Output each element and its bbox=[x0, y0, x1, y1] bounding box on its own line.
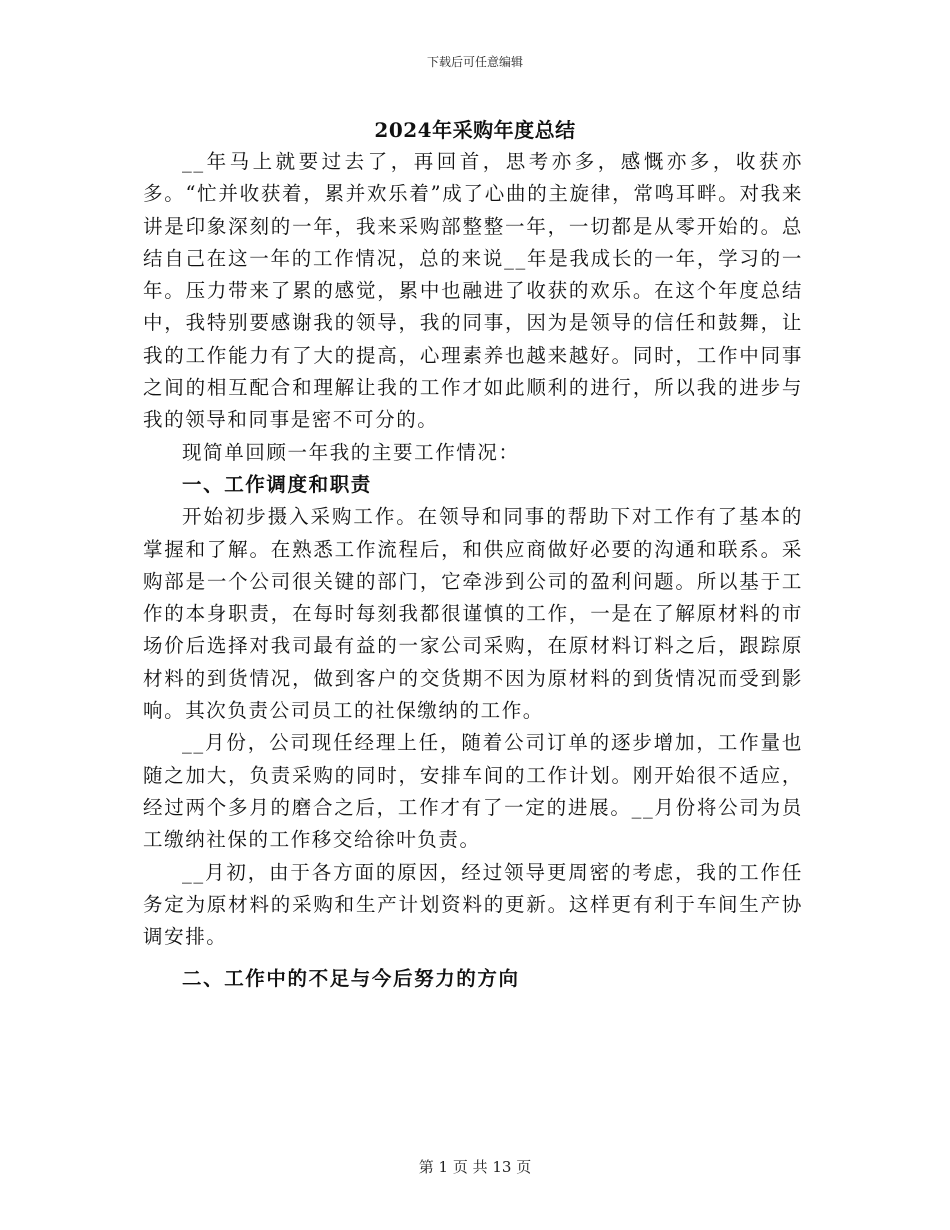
page-number-footer: 第 1 页 共 13 页 bbox=[418, 1158, 532, 1176]
paragraph-intro: __年马上就要过去了，再回首，思考亦多，感慨亦多，收获亦多。“忙并收获着，累并欢乐着”成了心曲的主旋律，常鸣耳畔。对我来讲是印象深刻的一年，我来采购部整整一年，一切都是从零开始的。总结自己在这一年的工作情况，总的来说__年是我成长的一年，学习的一年。压力带来了累的感觉，累中也融进了收获的欢乐。在这个年度总结中，我特别要感谢我的领导，我的同事，因为是领导的信任和鼓舞，让我的工作能力有了大的提高，心理素养也越来越好。同时，工作中同事之间的相互配合和理解让我的工作才如此顺利的进行，所以我的进步与我的领导和同事是密不可分的。 bbox=[143, 150, 803, 432]
paragraph-manager-change: __月份，公司现任经理上任，随着公司订单的逐步增加，工作量也随之加大，负责采购的同时，安排车间的工作计划。刚开始很不适应，经过两个多月的磨合之后，工作才有了一定的进展。__月份将公司为员工缴纳社保的工作移交给徐叶负责。 bbox=[143, 731, 803, 852]
section-heading-1: 一、工作调度和职责 bbox=[182, 472, 372, 496]
paragraph-review-lead: 现简单回顾一年我的主要工作情况： bbox=[182, 440, 520, 464]
section-heading-2: 二、工作中的不足与今后努力的方向 bbox=[182, 967, 520, 991]
document-title: 2024年采购年度总结 bbox=[374, 118, 576, 142]
document-body bbox=[143, 146, 803, 996]
header-note: 下载后可任意编辑 bbox=[426, 55, 523, 69]
paragraph-duties: 开始初步摄入采购工作。在领导和同事的帮助下对工作有了基本的掌握和了解。在熟悉工作流程后，和供应商做好必要的沟通和联系。采购部是一个公司很关键的部门，它牵涉到公司的盈利问题。所以基于工作的本身职责，在每时每刻我都很谨慎的工作，一是在了解原材料的市场价后选择对我司最有益的一家公司采购，在原材料订料之后，跟踪原材料的到货情况，做到客户的交货期不因为原材料的到货情况而受到影响。其次负责公司员工的社保缴纳的工作。 bbox=[143, 505, 803, 723]
paragraph-task-update: __月初，由于各方面的原因，经过领导更周密的考虑，我的工作任务定为原材料的采购和生产计划资料的更新。这样更有利于车间生产协调安排。 bbox=[143, 860, 803, 949]
